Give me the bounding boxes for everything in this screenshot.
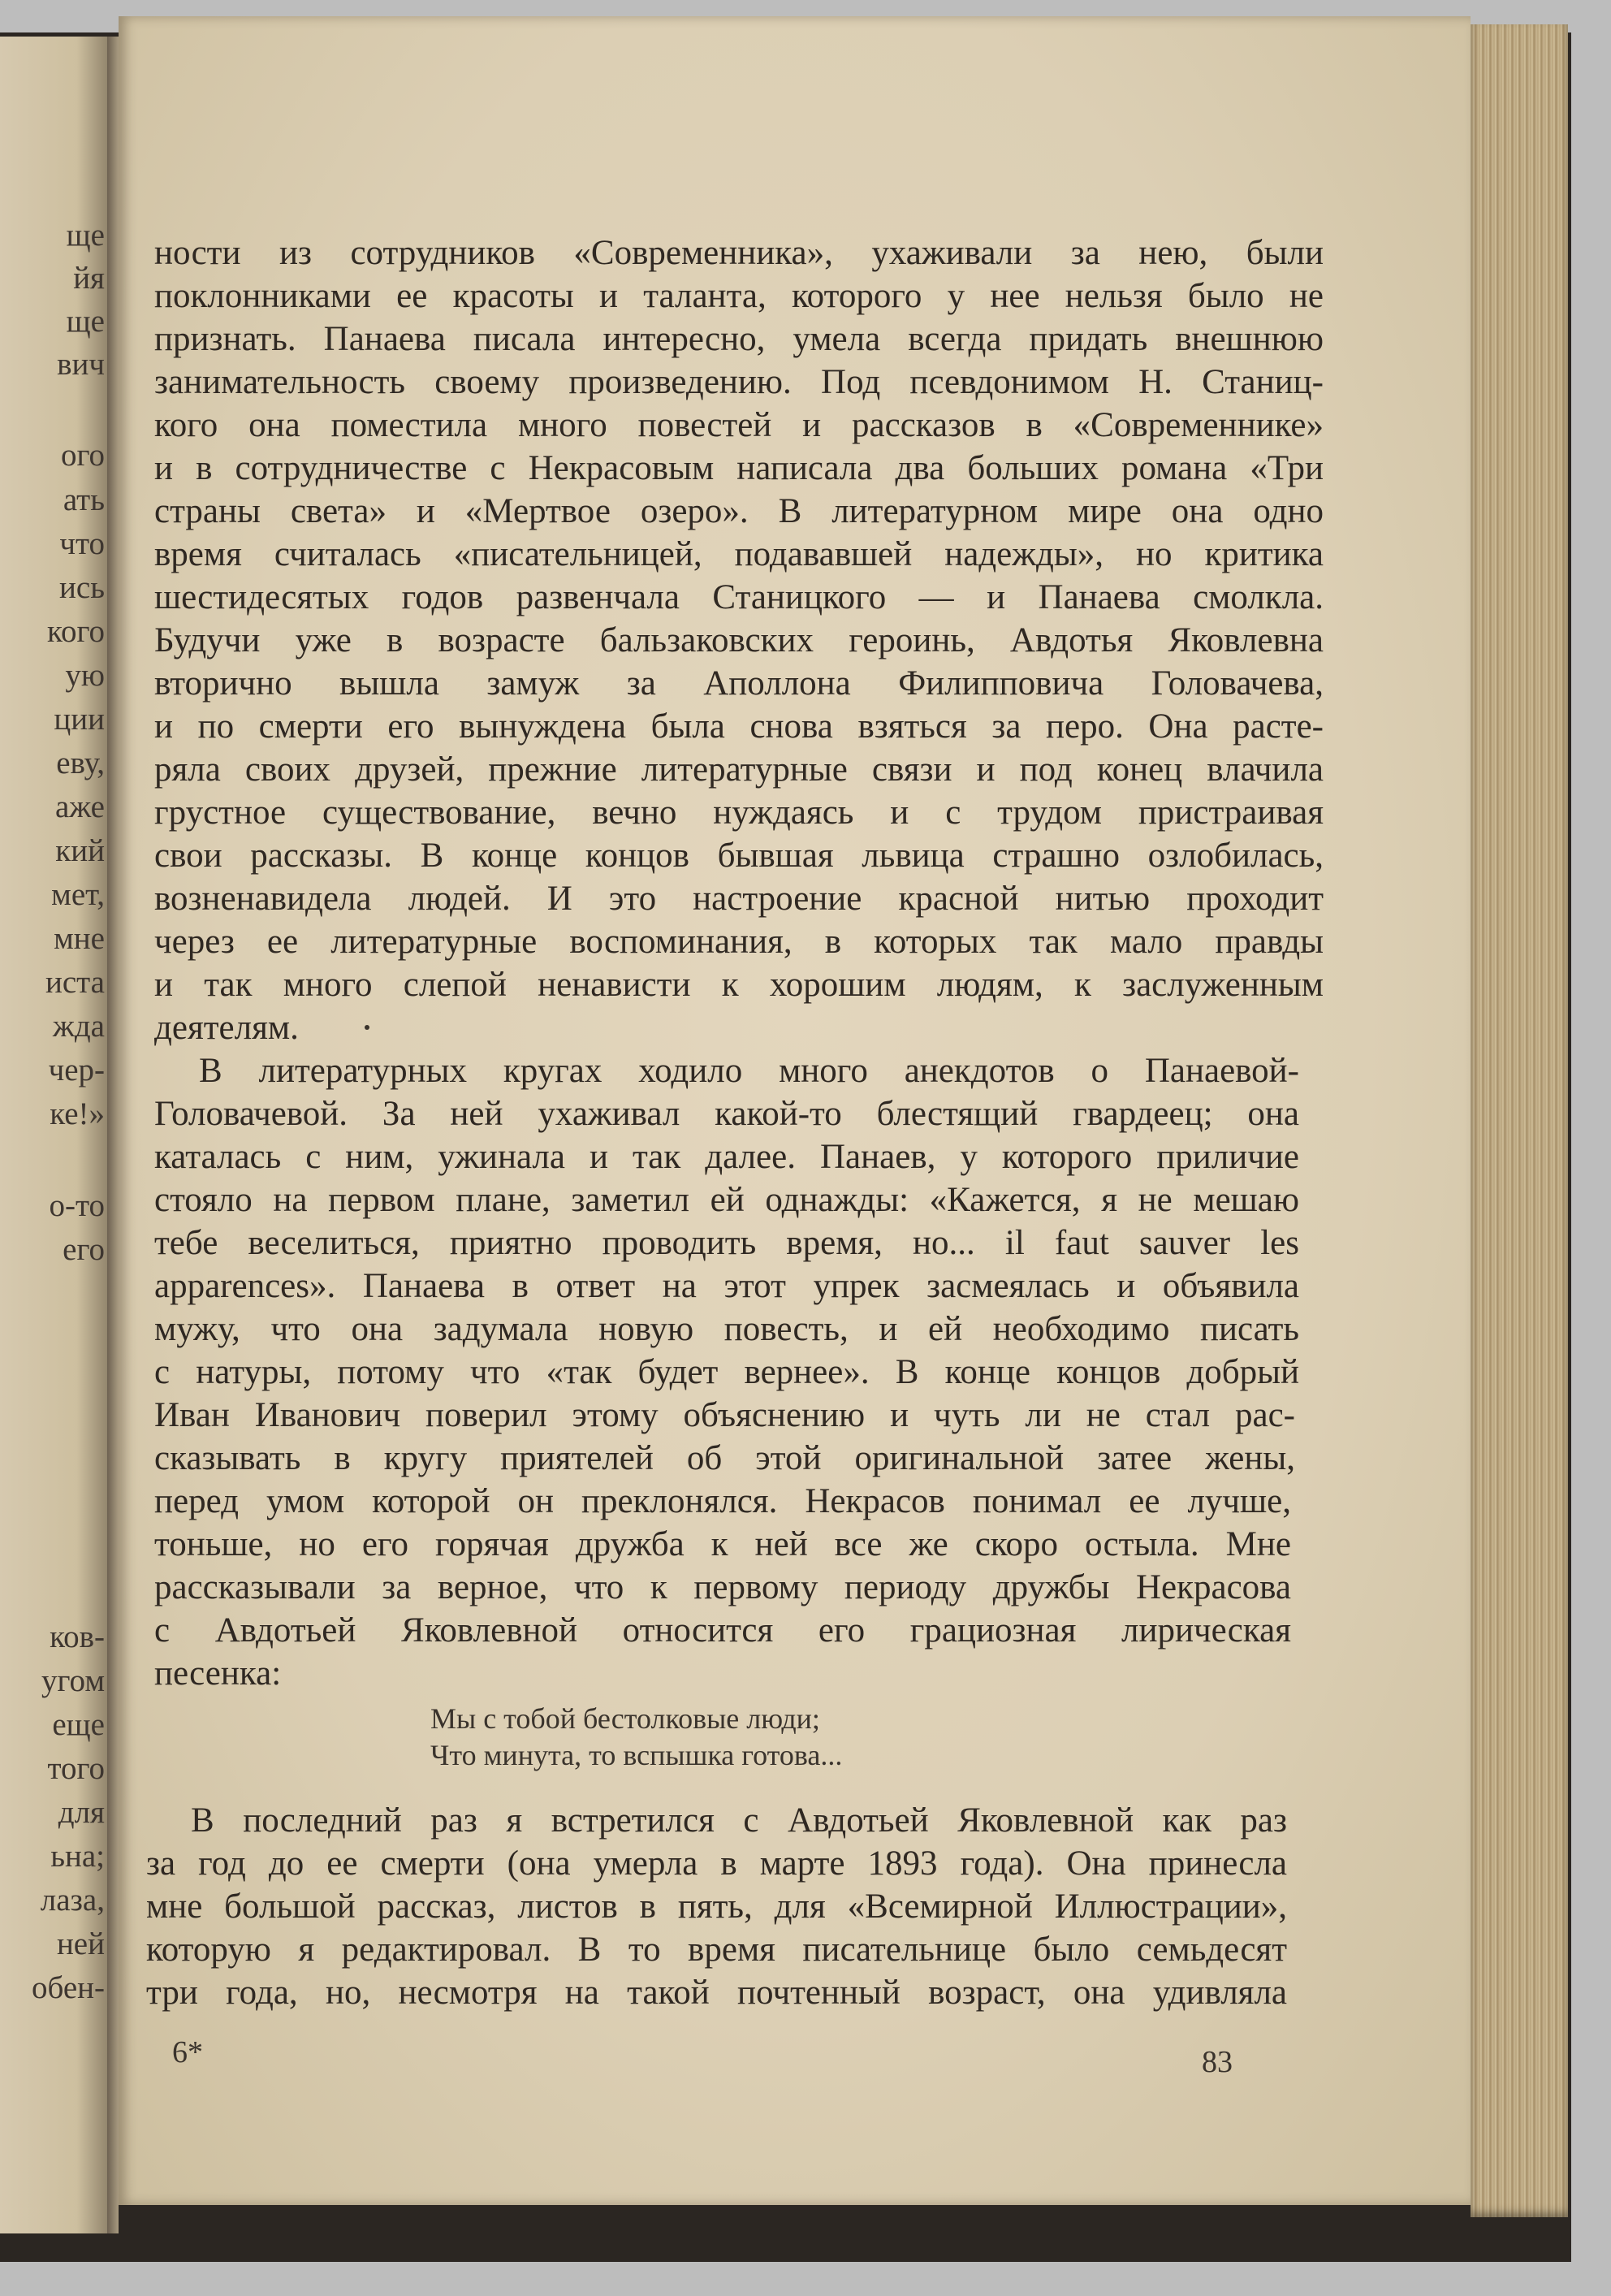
left-page-fragment: аже xyxy=(54,789,105,824)
left-page-fragment: ще xyxy=(66,304,105,339)
body-line: с Авдотьей Яковлевной относится его грациозная лирическая xyxy=(154,1611,1291,1650)
left-page-fragment: вич xyxy=(57,347,105,382)
left-page-fragment: ещe xyxy=(52,1707,105,1742)
left-page-fragment: ую xyxy=(65,658,105,693)
scan-background xyxy=(0,2262,1611,2296)
left-page-fragment: йя xyxy=(73,261,105,296)
body-line: признать. Панаева писала интересно, умела всегда придать внешнюю xyxy=(154,320,1324,358)
body-line: песенка: xyxy=(154,1654,282,1693)
body-line: свои рассказы. В конце концов бывшая львица страшно озлобилась, xyxy=(154,837,1324,875)
left-page-fragment: ого xyxy=(60,438,105,473)
body-line: время считалась «писательницей, подававшей надежды», но критика xyxy=(154,535,1324,573)
left-page-fragment: ать xyxy=(63,482,105,517)
body-line: ности из сотрудников «Современника», ухаживали за нею, были xyxy=(154,234,1324,272)
left-page-fragment: ции xyxy=(54,702,105,737)
body-line: мужу, что она задумала новую повесть, и ей необходимо писать xyxy=(154,1310,1299,1348)
left-page-fragment: мет, xyxy=(51,877,105,912)
left-page-fragment: того xyxy=(47,1751,105,1786)
left-page-fragment: ьна; xyxy=(50,1839,105,1874)
body-line: возненавидела людей. И это настроение красной нитью проходит xyxy=(154,880,1324,918)
left-page-fragment: мне xyxy=(54,921,105,956)
body-line: шестидесятых годов развенчала Станицкого — и Панаева смолкла. xyxy=(154,578,1324,616)
left-page-fragment: ней xyxy=(56,1926,105,1961)
body-line: страны света» и «Мертвое озеро». В литературном мире она одно xyxy=(154,492,1324,530)
body-line: грустное существование, вечно нуждаясь и с трудом пристраивая xyxy=(154,793,1324,832)
body-line: с натуры, потому что «так будет вернее». В конце концов добрый xyxy=(154,1353,1299,1391)
body-line: за год до ее смерти (она умерла в марте 1893 года). Она принесла xyxy=(146,1844,1287,1883)
page-edges xyxy=(1471,24,1568,2217)
left-page-fragment: чер- xyxy=(48,1053,105,1087)
body-line: рассказывали за верное, что к первому периоду дружбы Некрасова xyxy=(154,1568,1291,1606)
left-page-fragment: иста xyxy=(45,965,105,1000)
left-page-edge xyxy=(0,37,110,2233)
body-line: мне большой рассказ, листов в пять, для «Всемирной Иллюстрации», xyxy=(146,1887,1287,1926)
body-line: Иван Иванович поверил этому объяснению и чуть ли не стал рас- xyxy=(154,1396,1295,1434)
left-page-fragment: его xyxy=(63,1232,105,1267)
left-page-fragment: ще xyxy=(66,218,105,253)
left-page-fragment: ись xyxy=(59,570,105,605)
body-line: деятелям. xyxy=(154,1009,299,1047)
body-line: каталась с ним, ужинала и так далее. Панаев, у которого приличие xyxy=(154,1138,1299,1176)
body-line: стояло на первом плане, заметил ей однажды: «Кажется, я не мешаю xyxy=(154,1181,1299,1219)
body-line: кого она поместила много повестей и рассказов в «Современнике» xyxy=(154,406,1324,444)
left-page-fragment: кий xyxy=(55,833,105,868)
body-line: и в сотрудничестве с Некрасовым написала два больших романа «Три xyxy=(154,449,1324,487)
left-page-fragment: ков- xyxy=(50,1619,105,1654)
left-page-fragment: жда xyxy=(52,1009,105,1044)
left-page-fragment: кого xyxy=(47,614,105,649)
body-line: В литературных кругах ходило много анекдотов о Панаевой- xyxy=(199,1052,1299,1090)
body-line: сказывать в кругу приятелей об этой оригинальной затее жены, xyxy=(154,1439,1295,1477)
body-line: через ее литературные воспоминания, в которых так мало правды xyxy=(154,923,1324,961)
left-page-fragment: угом xyxy=(41,1663,105,1698)
body-line: и по смерти его вынуждена была снова взяться за перо. Она расте- xyxy=(154,707,1324,746)
book-gutter xyxy=(107,37,119,2233)
body-line: три года, но, несмотря на такой почтенный возраст, она удивляла xyxy=(146,1974,1287,2012)
body-line: Головачевой. За ней ухаживал какой-то блестящий гвардеец; она xyxy=(154,1095,1299,1133)
body-line: apparences». Панаева в ответ на этот упрек засмеялась и объявила xyxy=(154,1267,1299,1305)
left-page-fragment: что xyxy=(59,526,105,561)
left-page-fragment: ке!» xyxy=(50,1096,105,1131)
body-line: которую я редактировал. В то время писательнице было семьдесят xyxy=(146,1931,1287,1969)
body-line: вторично вышла замуж за Аполлона Филипповича Головачева, xyxy=(154,664,1324,703)
signature-mark: 6* xyxy=(172,2035,203,2069)
verse-line: Что минута, то вспышка готова... xyxy=(430,1739,843,1771)
body-line: тоньше, но его горячая дружба к ней все же скоро остыла. Мне xyxy=(154,1525,1291,1563)
body-line: перед умом которой он преклонялся. Некрасов понимал ее лучше, xyxy=(154,1482,1291,1520)
left-page-fragment: для xyxy=(58,1795,105,1830)
page-number: 83 xyxy=(1202,2045,1233,2079)
body-line: поклонниками ее красоты и таланта, которого у нее нельзя было не xyxy=(154,277,1324,315)
body-line: и так много слепой ненависти к хорошим людям, к заслуженным xyxy=(154,966,1324,1004)
verse-line: Мы с тобой бестолковые люди; xyxy=(430,1702,820,1735)
stray-ink-mark xyxy=(365,1025,369,1030)
left-page-fragment: лаза, xyxy=(40,1883,105,1918)
body-line: занимательность своему произведению. Под псевдонимом Н. Станиц- xyxy=(154,363,1324,401)
left-page-fragment: обен- xyxy=(32,1970,105,2005)
body-line: В последний раз я встретился с Авдотьей Яковлевной как раз xyxy=(191,1801,1287,1840)
body-line: тебе веселиться, приятно проводить время, но... il faut sauver les xyxy=(154,1224,1299,1262)
body-line: Будучи уже в возрасте бальзаковских героинь, Авдотья Яковлевна xyxy=(154,621,1324,659)
left-page-fragment: еву, xyxy=(56,746,105,780)
body-line: ряла своих друзей, прежние литературные связи и под конец влачила xyxy=(154,750,1324,789)
left-page-fragment: о-то xyxy=(49,1188,105,1223)
